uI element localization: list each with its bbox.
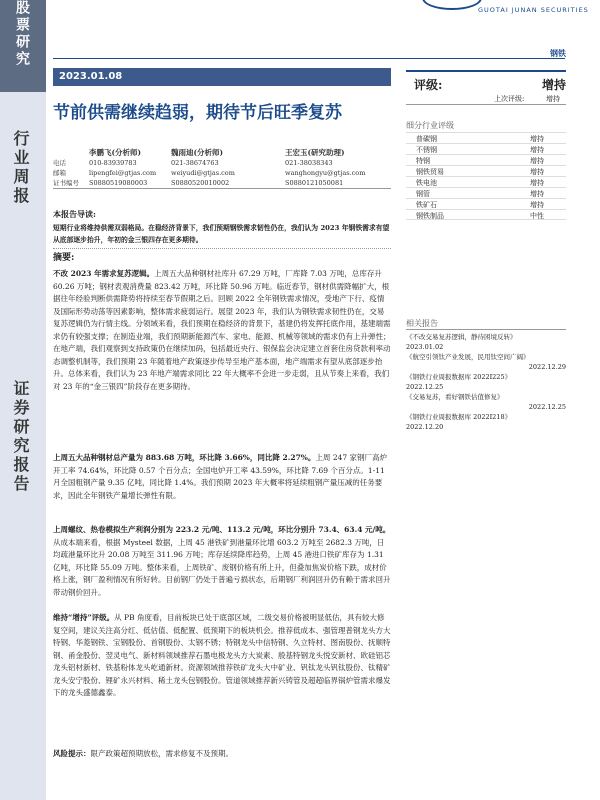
- author-cert: S0880519080003: [89, 179, 148, 187]
- list-item[interactable]: [406, 372, 566, 392]
- sub-industry-name: 不锈钢: [416, 146, 437, 154]
- related-report-date: 2022.12.25: [406, 383, 444, 391]
- author-phone: 021-38038343: [285, 159, 333, 167]
- author-divider: [53, 188, 391, 189]
- paragraph-lead: 上周五大品种钢材总产量为 883.68 万吨，环比降 3.66%，同比降 2.27%。: [53, 453, 316, 462]
- rating-bottom-rule: [406, 104, 566, 105]
- author-email[interactable]: wanghongyu@gtjas.com: [285, 169, 366, 177]
- author-name: 李鹏飞(分析师): [89, 148, 142, 157]
- list-item[interactable]: [406, 412, 566, 432]
- paragraph-text: 限产政策超预期放松，需求修复不及预期。: [90, 749, 233, 758]
- paragraph-demand: [53, 268, 391, 393]
- paragraph-text: 从 PB 角度看，目前板块已处于底部区域，二级交易价格被明显低估，具有较大修复空间，建议关注高分红、低估值、低配置、低预期下的板块机会。推荐低成本、强管理普钢龙头方大特钢、华菱钢铁、宝钢股份、首钢股份、太钢不锈；特钢龙头中信特钢、久立特材、图南股份、抚顺特钢、甬金股份、翌灵电气、新材料领域推荐石墨电极龙头方大炭素、殷基特钢龙头悦安新材、欧硅铝芯龙头铝材新材、铁基粉体龙头屹通新材。资源领域推荐铁矿龙头大中矿业、钒钛龙头钒钛股份、钛精矿龙头安宁股份、锂矿永兴材料、稀土龙头包钢股份。管道领域推荐新兴铸管及超超临界锅炉管需求爆发下的龙头盛德鑫泰。: [53, 613, 391, 697]
- table-row: [406, 143, 566, 154]
- paragraph-lead: 上周螺纹、热卷模拟生产利润分别为 223.2 元/吨、113.2 元/吨，环比分别升 73.4、63.4 元/吨。: [53, 525, 391, 534]
- previous-rating-value: 增持: [546, 95, 560, 103]
- related-reports-heading: 相关报告: [406, 319, 438, 328]
- author-card: [171, 148, 291, 188]
- table-row: [406, 154, 566, 165]
- intro-divider: [53, 248, 391, 249]
- rating-value: 增持: [541, 78, 566, 92]
- sub-industry-name: 普碳钢: [416, 135, 437, 143]
- abstract-heading: 摘要:: [53, 253, 75, 263]
- sub-industry-table: [406, 132, 566, 220]
- paragraph-profit: [53, 524, 391, 599]
- logo-emblem: [422, 0, 482, 10]
- related-report-title[interactable]: 《航空引领钛产业发展，民用钛空间广阔》: [406, 353, 530, 361]
- previous-rating-label: 上次评级:: [494, 95, 525, 103]
- sidebar-securities-report: 证券研究报告: [11, 380, 30, 494]
- sector-tag: 钢铁: [550, 48, 566, 58]
- email-label: 邮箱: [53, 169, 66, 177]
- paragraph-text: 上周五大品种钢材社库升 67.29 万吨，厂库降 7.03 万吨，总库存升 60.26 万吨；钢材表观消费量 823.42 万吨，环比降 50.96 万吨。临近春节，钢材供需降幅扩大，根据往年经验判断供需降势将持续至春节假期之后。回顾 2022 全年钢铁需求情况，受地产下行、疫情及国际形势动荡等因素影响，整体需求疲弱运行。展望 2023 年，我们认为钢铁需求韧性仍在，交易复苏逻辑仍为行情主线。分领域来看，我们预期在稳经济的背景下，基建仍将发挥托底作用，基建端需求仍有较强支撑；在制造业端，我们预期新能源汽车、家电、能源、机械等领域的需求仍有上升弹性；在地产端，我们观察到支持政策仍在继续加码，包括最近央行、银保监会决定建立首套住房贷款利率动态调整机制等，我们预期 23 年随着地产政策逐步传导至地产基本面，地产端需求有望从底部逐步抬升。总体来看，我们认为 23 年地产端需求同比 22 年大概率不会进一步走弱，且从节奏上来看，我们对 23 年的“金三银四”阶段存在更多期待。: [53, 269, 391, 391]
- paragraph-text: 从成本端来看，根据 Mysteel 数据，上周 45 港铁矿到港量环比增 603.2 万吨至 2682.3 万吨，日均疏港量环比升 20.08 万吨至 311.96 万吨；库存延续降库趋势，上周 45 港进口铁矿库存为 1.31 亿吨，环比降 55.09 万吨。整体来看，上周铁矿、废钢价格有所上升，但叠加焦炭价格下跌，成材价格上涨，钢厂盈利情况有所好转。目前钢厂仍处于普遍亏损状态，后期钢厂利润回升仍有赖于需求回升带动钢价回升。: [53, 537, 391, 597]
- phone-label: 电话: [53, 159, 66, 167]
- author-phone: 021-38674763: [171, 159, 219, 167]
- sub-industry-rating: 增持: [530, 135, 544, 143]
- paragraph-risk: [53, 748, 391, 761]
- report-title: 节前供需继续趋弱，期待节后旺季复苏: [53, 103, 342, 123]
- sub-industry-rating: 中性: [530, 212, 544, 220]
- logo-english-name: GUOTAI JUNAN SECURITIES: [478, 6, 589, 14]
- related-reports-divider: [406, 329, 566, 330]
- paragraph-lead: 不改 2023 年需求复苏逻辑。: [53, 269, 155, 278]
- table-row: [406, 176, 566, 187]
- related-report-date: 2022.12.20: [406, 423, 444, 431]
- cert-label: 证书编号: [53, 179, 79, 187]
- related-report-date: 2022.12.25: [528, 403, 566, 411]
- table-row: [406, 165, 566, 176]
- paragraph-lead: 维持“增持”评级。: [53, 613, 115, 622]
- related-report-title[interactable]: 《不改交易复苏逻辑，静待困境反转》: [406, 333, 517, 341]
- sub-industry-rating: 增持: [530, 179, 544, 187]
- author-card: [285, 148, 405, 188]
- sub-industry-name: 钢铁贸易: [416, 168, 444, 176]
- sub-industry-rating: 增持: [530, 168, 544, 176]
- table-row: [406, 132, 566, 143]
- paragraph-output: [53, 452, 391, 502]
- sub-industry-heading: 细分行业评级: [406, 121, 454, 130]
- sub-industry-name: 钢铁制品: [416, 212, 444, 220]
- header-divider: [53, 58, 565, 59]
- paragraph-lead: 风险提示：: [53, 749, 91, 758]
- table-row: [406, 209, 566, 220]
- sub-industry-rating: 增持: [530, 157, 544, 165]
- report-date: 2023.01.08: [53, 68, 391, 86]
- rating-label: 评级:: [414, 78, 443, 92]
- list-item[interactable]: [406, 332, 566, 352]
- author-cert: S0880121050081: [285, 179, 344, 187]
- rating-top-rule: [406, 70, 566, 72]
- paragraph-text: 上周 247 家钢厂高炉开工率 74.64%，环比降 0.57 个百分点；全国电炉开工率 43.59%，环比降 7.69 个百分点。1-11 月全国粗钢产量 9.35 亿吨，同比降 1.4%。我们预期 2023 年大概率将延续粗钢产量压减的任务要求，因此全年钢铁产量增长弹性有限。: [53, 453, 388, 500]
- related-report-date: 2022.12.29: [528, 363, 566, 371]
- author-email[interactable]: weiyudi@gtjas.com: [171, 169, 235, 177]
- related-reports-list: [406, 332, 566, 432]
- author-cert: S0880520010002: [171, 179, 230, 187]
- author-name: 王宏玉(研究助理): [285, 148, 345, 157]
- sub-industry-rating: 增持: [530, 190, 544, 198]
- list-item[interactable]: [406, 392, 566, 412]
- sub-industry-rating: 增持: [530, 146, 544, 154]
- author-name: 魏雨迪(分析师): [171, 148, 224, 157]
- paragraph-rating: [53, 612, 391, 700]
- left-sidebar: [0, 0, 46, 800]
- sub-industry-rating: 增持: [530, 201, 544, 209]
- sub-industry-name: 铁电池: [416, 179, 437, 187]
- sub-industry-name: 铁矿石: [416, 201, 437, 209]
- table-row: [406, 198, 566, 209]
- author-card: [53, 148, 173, 188]
- author-phone: 010-83939783: [89, 159, 137, 167]
- related-report-title[interactable]: 《钢铁行业周报数据库 2022I225》: [406, 373, 512, 381]
- list-item[interactable]: [406, 352, 566, 372]
- related-report-title[interactable]: 《交易复苏，看好钢铁估值修复》: [406, 393, 504, 401]
- related-report-title[interactable]: 《钢铁行业周报数据库 2022I218》: [406, 413, 512, 421]
- sub-industry-name: 特钢: [416, 157, 430, 165]
- intro-text: 短期行业将维持供需双弱格局。在稳经济背景下，我们预期钢铁需求韧性仍在，我们认为 2023 年钢铁需求有望从底部逐步抬升，年初的金三银四存在更多期待。: [53, 224, 390, 244]
- company-logo: [400, 0, 600, 20]
- sub-industry-name: 钢管: [416, 190, 430, 198]
- author-email[interactable]: lipengfei@gtjas.com: [89, 169, 157, 177]
- sidebar-stock-research: 股票研究: [14, 0, 30, 68]
- intro-heading: 本报告导读:: [53, 209, 96, 219]
- table-row: [406, 187, 566, 198]
- sidebar-weekly-report: 行业周报: [11, 130, 30, 206]
- related-report-date: 2023.01.02: [406, 343, 444, 351]
